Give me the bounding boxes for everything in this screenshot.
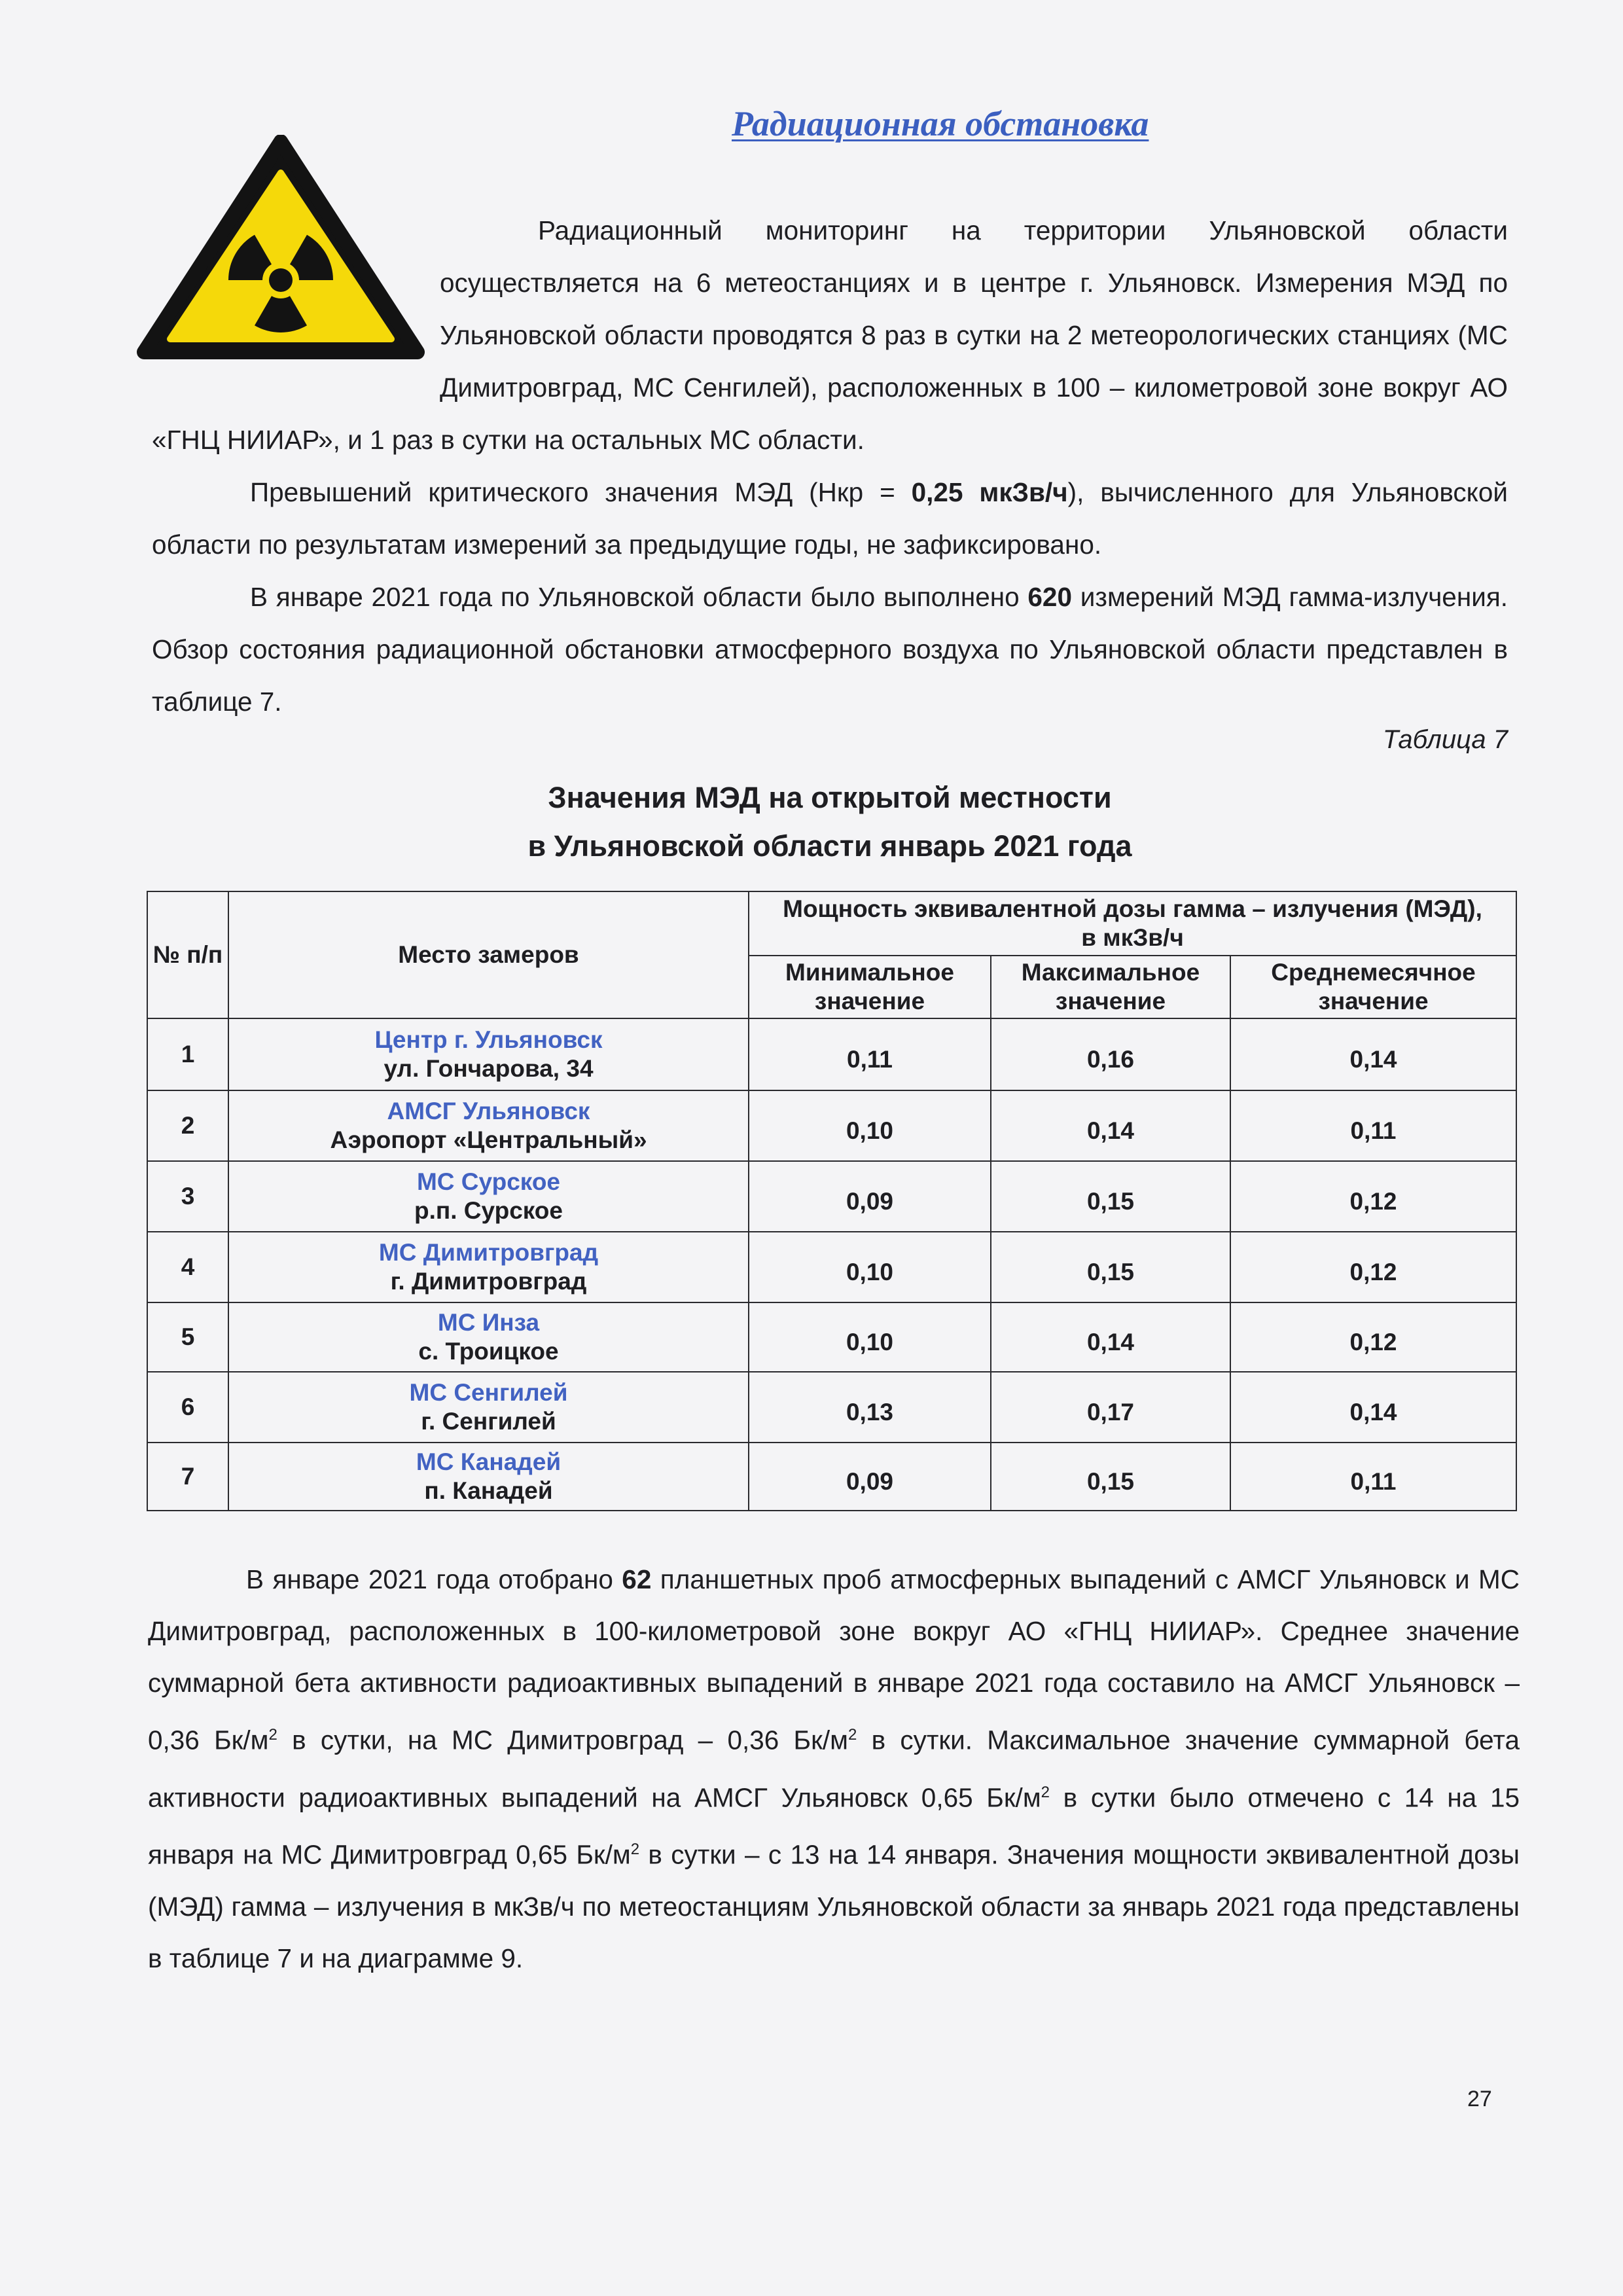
station-name: МС Инза bbox=[437, 1309, 540, 1336]
table-title: Значения МЭД на открытой местности в Ульяновской области январь 2021 года bbox=[527, 781, 1132, 863]
station-place: ул. Гончарова, 34 bbox=[383, 1055, 594, 1082]
station-name: МС Канадей bbox=[416, 1448, 562, 1475]
station-place: Аэропорт «Центральный» bbox=[330, 1126, 647, 1153]
station-name: Центр г. Ульяновск bbox=[374, 1026, 603, 1053]
fallout-paragraph: В январе 2021 года отобрано 62 планшетных проб атмосферных выпадений с АМСГ Ульяновск и МС Димитровград, расположенных в 100-километровой зоне вокруг АО «ГНЦ НИИАР». Среднее значение суммарной бета активности радиоактивных выпадений в январе 2021 года составило на АМСГ Ульяновск – 0,36 $Бк/м^2$ в сутки, на МС Димитровград – 0,36 $Бк/м^2$ в сутки. Максимальное значение суммарной бета активности радиоактивных выпадений на АМСГ Ульяновск 0,65 $Бк/м^2$ в сутки было отмечено с 14 на 15 января на МС Димитровград 0,65 $Бк/м^2$ в сутки – с 13 на 14 января. Значения мощности эквивалентной дозы (МЭД) гамма – излучения в мкЗв/ч по метеостанциям Ульяновской области за январь 2021 года представлены в таблице 7 и на диаграмме 9. bbox=[148, 1564, 1520, 1973]
intro-paragraph-3: В январе 2021 года по Ульяновской области было выполнено 620 измерений МЭД гамма-излучения. Обзор состояния радиационной обстановки атмосферного воздуха по Ульяновской области представлен в таблице 7. bbox=[152, 582, 1508, 717]
station-place: г. Димитровград bbox=[390, 1268, 587, 1295]
col-header-max: Максимальное значение bbox=[991, 956, 1230, 1018]
intro-text bbox=[152, 204, 1508, 728]
col-header-avg: Среднемесячное значение bbox=[1230, 956, 1516, 1018]
page-title: Радиационная обстановка bbox=[732, 104, 1149, 143]
intro-paragraph-1: Радиационный мониторинг на территории Ульяновской области осуществляется на 6 метеостанциях и в центре г. Ульяновск. Измерения МЭД по Ульяновской области проводятся 8 раз в сутки на 2 метеорологических станциях (МС Димитровград, МС Сенгилей), расположенных в 100 – километровой зоне вокруг АО «ГНЦ НИИАР», и 1 раз в сутки на остальных МС области. bbox=[152, 215, 1508, 455]
table-row: 4 МС Димитровград г. Димитровград 0,10 0,15 0,12 bbox=[147, 1232, 1516, 1302]
col-header-place: Место замеров bbox=[228, 891, 749, 1018]
station-name: МС Сурское bbox=[416, 1168, 561, 1195]
col-header-num: № п/п bbox=[147, 891, 228, 1018]
table-row: 7 МС Канадей п. Канадей 0,09 0,15 0,11 bbox=[147, 1443, 1516, 1511]
table-row: 3 МС Сурское р.п. Сурское 0,09 0,15 0,12 bbox=[147, 1161, 1516, 1232]
col-header-min: Минимальное значение bbox=[749, 956, 991, 1018]
med-table bbox=[147, 891, 1517, 1511]
table-row: 6 МС Сенгилей г. Сенгилей 0,13 0,17 0,14 bbox=[147, 1372, 1516, 1443]
station-place: с. Троицкое bbox=[418, 1338, 559, 1365]
col-header-group: Мощность эквивалентной дозы гамма – излучения (МЭД), в мкЗв/ч bbox=[749, 891, 1516, 956]
table-row: 2 АМСГ Ульяновск Аэропорт «Центральный» 0,10 0,14 0,11 bbox=[147, 1090, 1516, 1161]
table-caption: Таблица 7 bbox=[1382, 725, 1508, 754]
station-name: АМСГ Ульяновск bbox=[387, 1098, 590, 1124]
station-name: МС Димитровград bbox=[378, 1239, 599, 1266]
station-place: р.п. Сурское bbox=[414, 1197, 563, 1224]
station-place: п. Канадей bbox=[424, 1477, 553, 1504]
page-number: 27 bbox=[1467, 2087, 1492, 2111]
table-row: 1 Центр г. Ульяновск ул. Гончарова, 34 0,11 0,16 0,14 bbox=[147, 1018, 1516, 1090]
table-row: 5 МС Инза с. Троицкое 0,10 0,14 0,12 bbox=[147, 1302, 1516, 1372]
station-name: МС Сенгилей bbox=[409, 1379, 568, 1406]
intro-paragraph-2: Превышений критического значения МЭД (Нкр = 0,25 мкЗв/ч), вычисленного для Ульяновской области по результатам измерений за предыдущие годы, не зафиксировано. bbox=[152, 477, 1508, 560]
station-place: г. Сенгилей bbox=[421, 1408, 556, 1435]
